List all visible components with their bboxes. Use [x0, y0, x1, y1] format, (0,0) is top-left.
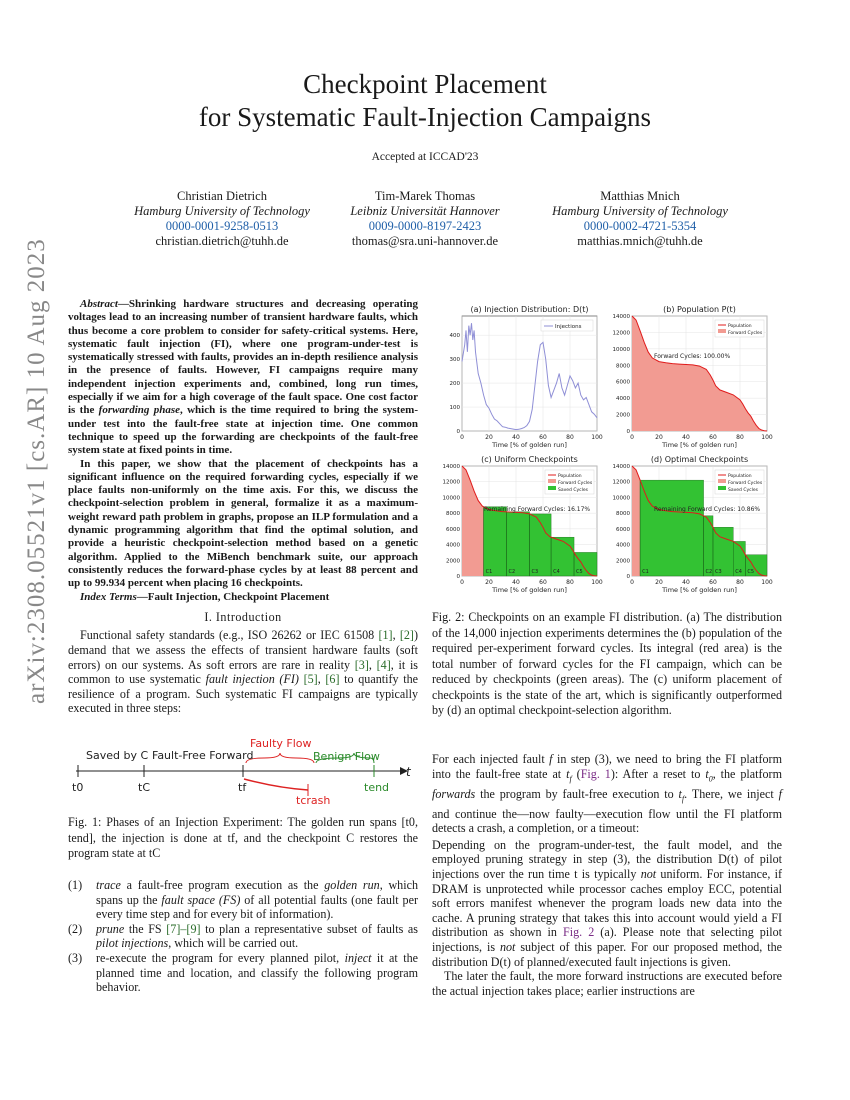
legend-swatch — [718, 329, 726, 333]
checkpoint-label: C2 — [705, 569, 713, 575]
author-email[interactable]: christian.dietrich@tuhh.de — [155, 234, 289, 248]
y-tick-label: 14000 — [612, 314, 630, 320]
figure-1-diagram — [68, 733, 418, 808]
legend-label: Population — [728, 474, 752, 479]
y-tick-label: 2000 — [446, 558, 460, 565]
benign-flow-label: Benign Flow — [313, 750, 380, 763]
saved-by-label: Saved by C — [86, 749, 149, 762]
chart-title: (d) Optimal Checkpoints — [650, 455, 749, 464]
x-tick-label: 0 — [630, 434, 634, 441]
left-column — [68, 298, 418, 716]
y-tick-label: 6000 — [616, 526, 630, 533]
faulty-flow-curve — [244, 779, 308, 790]
faulty-flow-label: Faulty Flow — [250, 737, 312, 750]
y-tick-label: 0 — [626, 574, 630, 580]
y-tick-label: 8000 — [616, 363, 630, 370]
legend-swatch — [548, 479, 556, 483]
author-orcid-link[interactable]: 0000-0001-9258-0513 — [165, 219, 279, 233]
legend-swatch — [718, 486, 726, 490]
x-tick-label: 40 — [512, 434, 520, 441]
y-tick-label: 10000 — [442, 495, 460, 502]
checkpoint-label: C1 — [485, 569, 493, 575]
x-tick-label: 20 — [655, 434, 663, 441]
x-tick-label: 80 — [736, 579, 744, 586]
x-tick-label: 80 — [736, 434, 744, 441]
author-name: Christian Dietrich — [177, 189, 267, 203]
right-column — [432, 752, 782, 998]
y-tick-label: 8000 — [616, 511, 630, 518]
legend-label: Saved Cycles — [558, 488, 588, 493]
x-tick-label: 60 — [539, 579, 547, 586]
citation-link[interactable]: [3] — [354, 657, 369, 672]
title-line-2: for Systematic Fault-Injection Campaigns — [198, 102, 652, 132]
y-tick-label: 0 — [456, 574, 460, 580]
tf-label: tf — [238, 781, 247, 794]
figure-link[interactable]: Fig. 1 — [580, 766, 611, 781]
x-tick-label: 100 — [591, 579, 603, 586]
author-3 — [520, 189, 760, 249]
chart-title: (c) Uniform Checkpoints — [481, 455, 578, 464]
author-affiliation: Leibniz Universität Hannover — [350, 204, 500, 218]
y-tick-label: 400 — [449, 333, 460, 340]
figure-link[interactable]: Fig. 2 — [563, 925, 595, 940]
accepted-note: Accepted at ICCAD'23 — [371, 151, 479, 163]
title-line-1: Checkpoint Placement — [303, 69, 547, 99]
figure-2-caption: Fig. 2: Checkpoints on an example FI distribution. (a) The distribution of the 14,000 injection experiments determines the (b) population of the required per-experiment forward cycles. Its integral (red area) is the total number of forward cycles for the FI campaign, which can be reduced by checkpoints (green areas). The (c) uniform placement of checkpoints is the state of the art, which is significantly outperformed by (d) an optimal checkpoint-selection algorithm. — [432, 610, 782, 717]
x-tick-label: 80 — [566, 579, 574, 586]
legend-label: Forward Cycles — [728, 481, 763, 486]
checkpoint-label: C1 — [642, 569, 649, 575]
x-axis-label: Time [% of golden run] — [662, 586, 737, 594]
x-tick-label: 100 — [591, 434, 603, 441]
x-tick-label: 80 — [566, 434, 574, 441]
tend-label: tend — [364, 781, 390, 794]
body-paragraph: Depending on the program-under-test, the fault model, and the employed pruning strategy in step (3), the distribution D(t) of pilot injections over the run time t is typically not uniform. For instance, if DRAM is unprotected while processor caches employ ECC, potential soft errors manifest whenever the program loads new data into the cache. A pruning strategy that takes this into account would yield a FI distribution as shown in Fig. 2 (a). Please note that selecting pilot injections, is not subject of this paper. For our proposed method, the distribution D(t) of planned/executed fault injections is given. — [432, 837, 782, 969]
y-tick-label: 300 — [449, 357, 460, 364]
y-tick-label: 14000 — [442, 464, 460, 470]
x-tick-label: 100 — [761, 579, 773, 586]
abstract-p1: Shrinking hardware structures and decreasing operating voltages lead to an increasing number of transient hardware faults, which thus become a core problem to consider for safety-critical systems. Here, systematic fault injection (FI), where one program-under-test is systematically stressed with faults, provides an in-depth resilience analysis in the presence of faults. However, FI campaigns require many independent injection experiments and, combined, long run times, especially if we aim for a high coverage of the fault space. One cost factor is the — [68, 298, 418, 417]
checkpoint-label: C4 — [735, 569, 742, 575]
author-2 — [305, 189, 545, 249]
x-tick-label: 20 — [655, 579, 663, 586]
index-terms-label: Index Terms — [80, 590, 137, 603]
y-tick-label: 6000 — [616, 379, 630, 386]
y-tick-label: 6000 — [446, 526, 460, 533]
checkpoint-label: C3 — [715, 569, 722, 575]
list-item: (3) re-execute the program for every planned pilot, inject it at the planned time and location, and classify the following program behavior. — [68, 950, 418, 995]
tcrash-label: tcrash — [296, 794, 331, 807]
body-paragraph: The later the fault, the more forward instructions are executed before the actual injection takes place; earlier instructions are — [432, 969, 782, 998]
x-axis-label: Time [% of golden run] — [492, 586, 567, 594]
x-axis-label: Time [% of golden run] — [662, 441, 737, 449]
y-tick-label: 10000 — [612, 495, 630, 502]
legend-label: Population — [558, 474, 582, 479]
checkpoint-label: C5 — [576, 569, 583, 575]
author-affiliation: Hamburg University of Technology — [552, 204, 728, 218]
citation-link[interactable]: [7]–[9] — [166, 921, 201, 936]
body-paragraph: For each injected fault f in step (3), we need to bring the FI platform into the fault-free state at $t_f$ (Fig. 1): After a reset to $t_0$, the platform forwards the program by fault-free execution to $t_f$. There, we inject f and continue the—now faulty—execution flow until the FI platform detects a crash, a completion, or a timeout: — [432, 752, 782, 836]
y-tick-label: 2000 — [616, 412, 630, 419]
x-tick-label: 40 — [682, 579, 690, 586]
x-tick-label: 40 — [512, 579, 520, 586]
author-orcid-link[interactable]: 0009-0000-8197-2423 — [368, 219, 482, 233]
checkpoint-label: C5 — [747, 569, 755, 575]
citation-link[interactable]: [1] — [378, 628, 393, 643]
section-heading: I. Introduction — [204, 609, 282, 624]
arxiv-identifier: arXiv:2308.05521v1 [cs.AR] 10 Aug 2023 — [23, 238, 50, 704]
chart-title: (b) Population P(t) — [663, 305, 736, 314]
annotation-note: Remaining Forward Cycles: 10.86% — [654, 506, 761, 513]
intro-paragraph: Functional safety standards (e.g., ISO 26262 or IEC 61508 [1], [2]) demand that we assess the effects of transient hardware faults (soft errors) on our systems. As soft errors are rare in reality [3], [4], it is common to use systematic fault injection (FI) [5], [6] to quantify the resilience of a program. Such systematic FI campaigns are typically executed in three steps: — [68, 628, 419, 716]
x-tick-label: 100 — [761, 434, 773, 441]
y-tick-label: 4000 — [616, 396, 630, 403]
x-tick-label: 60 — [709, 579, 717, 586]
y-tick-label: 12000 — [612, 330, 630, 337]
x-tick-label: 0 — [630, 579, 634, 586]
chart-title: (a) Injection Distribution: D(t) — [470, 305, 589, 314]
citation-link[interactable]: [4] — [376, 657, 391, 672]
chart-panel-2 — [613, 305, 773, 449]
y-tick-label: 8000 — [446, 511, 460, 518]
x-tick-label: 20 — [485, 434, 493, 441]
legend-label: Injections — [555, 324, 582, 330]
x-tick-label: 20 — [485, 579, 493, 586]
y-tick-label: 0 — [456, 429, 460, 435]
x-tick-label: 0 — [460, 434, 464, 441]
fault-free-label: Fault-Free Forward — [152, 749, 254, 762]
abstract: Abstract—Shrinking hardware structures and decreasing operating voltages lead to an increasing number of transient hardware faults, which thus become a core problem to consider for safety-critical systems. Here, systematic fault injection (FI), where one program-under-test is systematically stressed with faults, provides an in-depth resilience analysis in the presence of faults. However, FI campaigns require many independent injection experiments and, combined, long run times, especially if we aim for a high coverage of the fault space. One cost factor is the forwarding phase, which is the time required to bring the system-under test into the fault-free state at injection time. One common technique to speed up the forwarding are checkpoints of the fault-free system state at fixed points in time. In this paper, we show that the placement of checkpoints has a significant influence on the required forwarding cycles, especially if we place faults non-uniformly on the time axis. For this, we discuss the checkpoint-selection problem in general, formalize it as a maximum-weight reward path problem in graphs, propose an ILP formulation and a dynamic programming algorithm that find the optimal solution, and provide a heuristic checkpoint-selection method based on a genetic algorithm. Applied to the MiBench benchmark suite, our approach consistently reduces the forward-phase cycles by at least 88 percent and up to 99.934 percent when placing 16 checkpoints. Index Terms—Fault Injection, Checkpoint Placement — [68, 298, 419, 603]
legend-swatch — [718, 479, 726, 483]
x-axis-label: Time [% of golden run] — [492, 441, 567, 449]
y-tick-label: 4000 — [446, 542, 460, 549]
legend-label: Forward Cycles — [728, 331, 763, 336]
y-tick-label: 10000 — [612, 346, 630, 353]
chart-panel-3 — [443, 455, 603, 594]
abstract-label: Abstract — [80, 298, 118, 310]
y-tick-label: 12000 — [612, 479, 630, 486]
t0-label: t0 — [72, 781, 84, 794]
x-tick-label: 0 — [460, 579, 464, 586]
y-tick-label: 14000 — [612, 464, 630, 470]
author-name: Matthias Mnich — [600, 189, 680, 203]
saved-cycles-bar — [484, 507, 507, 576]
list-item: (2) prune the FS [7]–[9] to plan a representative subset of faults as pilot injections, which will be carried out. — [68, 921, 418, 951]
list-item: (1) trace a fault-free program execution as the golden run, which spans up the fault space (FS) of all potential faults (one fault per every time step and for every bit of information). — [68, 878, 419, 922]
saved-cycles-bar — [640, 480, 703, 576]
paper-title — [0, 68, 850, 134]
citation-link[interactable]: [6] — [325, 672, 340, 687]
y-tick-label: 12000 — [442, 479, 460, 486]
checkpoint-label: C4 — [553, 569, 560, 575]
annotation-note: Remaining Forward Cycles: 16.17% — [484, 506, 591, 513]
x-tick-label: 60 — [539, 434, 547, 441]
abstract-p1-end: , which is the time required to bring the system-under test into the fault-free state at injection time. One common technique to speed up the forwarding are checkpoints of the fault-free system state at fixed points in time. — [68, 404, 419, 457]
citation-link[interactable]: [5] — [303, 672, 318, 687]
author-email[interactable]: matthias.mnich@tuhh.de — [577, 234, 703, 248]
figure-2-charts — [432, 298, 782, 598]
tc-label: tC — [138, 781, 150, 794]
legend-label: Forward Cycles — [558, 481, 593, 486]
legend-label: Population — [728, 324, 752, 329]
saved-cycles-bar — [507, 512, 530, 576]
y-tick-label: 2000 — [616, 558, 630, 565]
abstract-em: forwarding phase — [98, 404, 180, 417]
y-tick-label: 0 — [626, 429, 630, 435]
annotation-note: Forward Cycles: 100.00% — [654, 353, 731, 360]
abstract-p2: In this paper, we show that the placement of checkpoints has a significant influence on the required forwarding cycles, especially if we place faults non-uniformly on the time axis. For this, we discuss the checkpoint-selection problem in general, formalize it as a maximum-weight reward path problem in graphs, propose an ILP formulation and a dynamic programming algorithm that find the optimal solution, and provide a heuristic checkpoint-selection method based on a genetic algorithm. Applied to the MiBench benchmark suite, our approach consistently reduces the forward-phase cycles by at least 88 percent and up to 99.934 percent when placing 16 checkpoints. — [68, 457, 418, 590]
y-tick-label: 200 — [449, 381, 460, 388]
plot-frame — [462, 316, 597, 431]
author-affiliation: Hamburg University of Technology — [134, 204, 310, 218]
figure-1-caption: Fig. 1: Phases of an Injection Experiment: The golden run spans [t0, tend], the injection is done at tf, and the checkpoint C restores the program state at tC — [68, 815, 418, 860]
chart-panel-1 — [450, 305, 603, 449]
y-tick-label: 4000 — [616, 542, 630, 549]
author-orcid-link[interactable]: 0000-0002-4721-5354 — [583, 219, 697, 233]
index-terms: Fault Injection, Checkpoint Placement — [147, 590, 330, 603]
citation-link[interactable]: [2] — [399, 628, 414, 643]
legend-label: Saved Cycles — [728, 488, 758, 493]
axis-t-label: t — [406, 765, 411, 779]
x-tick-label: 60 — [709, 434, 717, 441]
chart-panel-4 — [613, 455, 773, 594]
checkpoint-label: C2 — [508, 569, 516, 575]
y-tick-label: 100 — [449, 405, 460, 412]
faulty-brace — [246, 753, 314, 763]
steps-list — [68, 878, 418, 995]
x-tick-label: 40 — [682, 434, 690, 441]
author-email[interactable]: thomas@sra.uni-hannover.de — [351, 234, 499, 248]
legend-swatch — [548, 486, 556, 490]
checkpoint-label: C3 — [531, 569, 539, 575]
author-name: Tim-Marek Thomas — [374, 189, 476, 203]
